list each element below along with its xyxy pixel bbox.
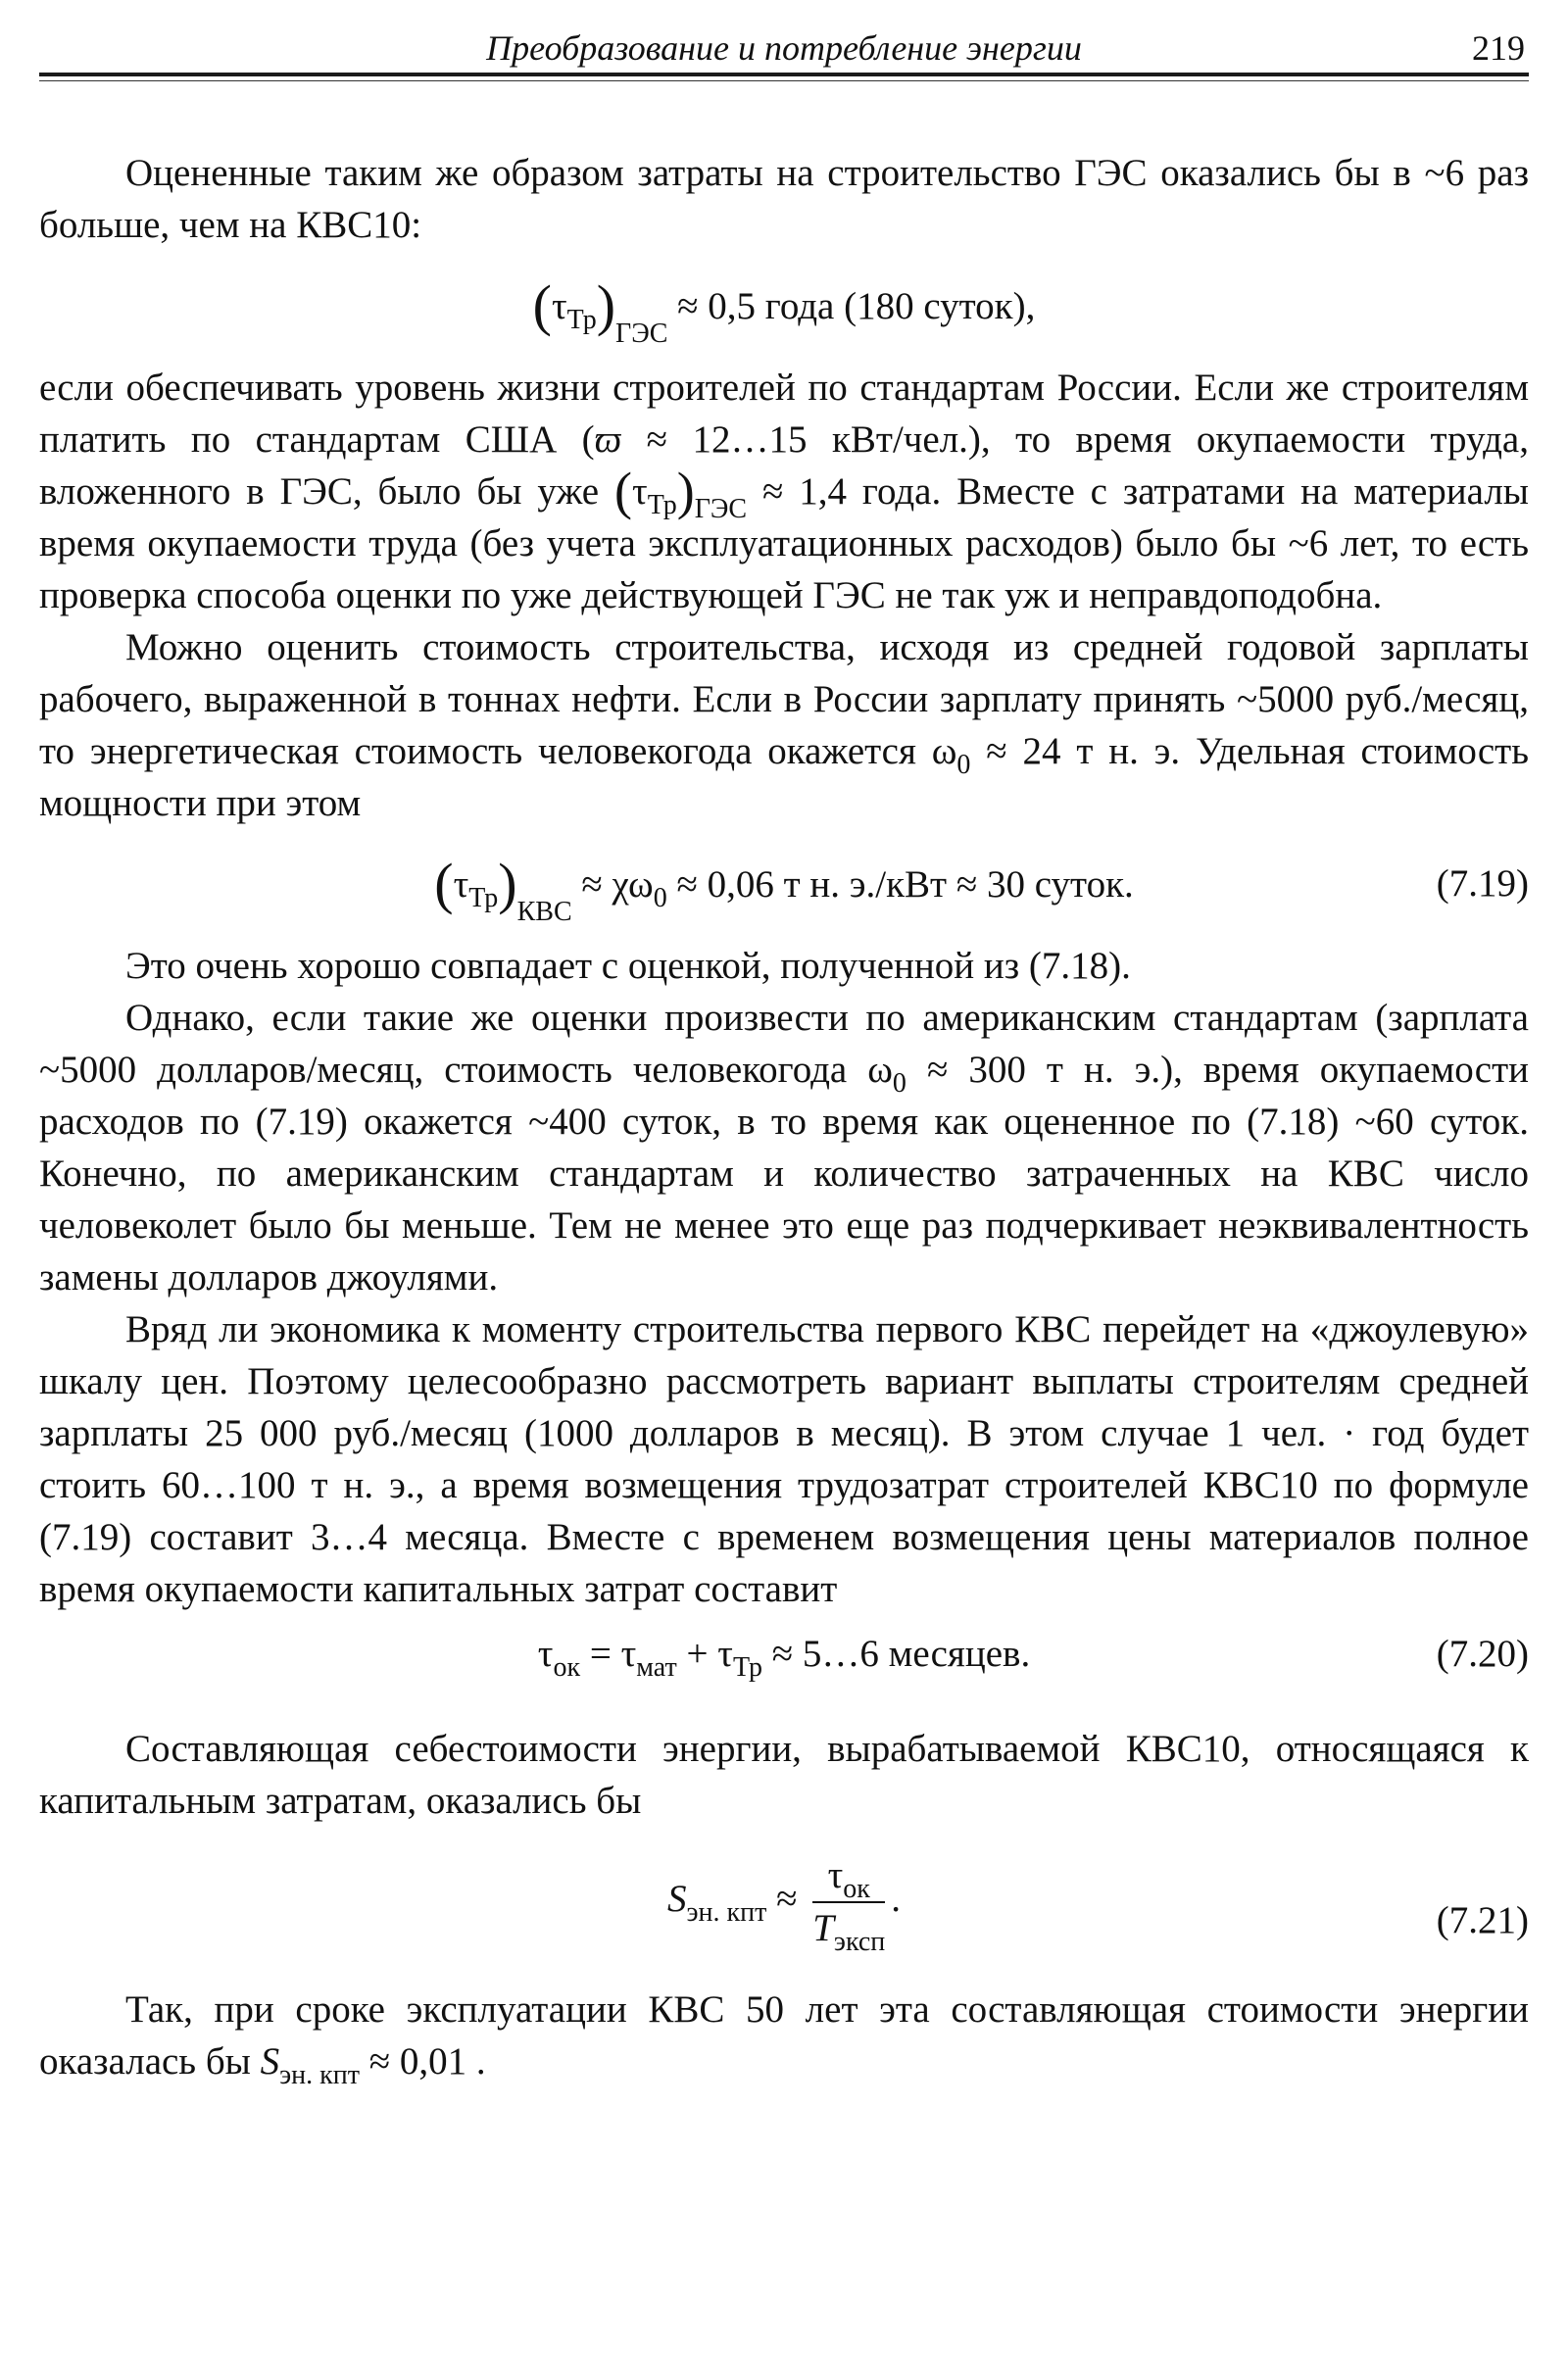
paragraph-4: Это очень хорошо совпадает с оценкой, полученной из (7.18). (125, 945, 1131, 987)
paragraph-8 (39, 1984, 1529, 2091)
paren-close: ) (596, 273, 616, 337)
equation-rhs: ≈ 0,5 года (180 суток), (677, 285, 1036, 327)
S-subscript: эн. кпт (686, 1897, 767, 1928)
denominator-T: T (812, 1907, 834, 1950)
tau-symbol: τ (551, 285, 567, 327)
subscript-mat: мат (636, 1652, 677, 1683)
plus-sign: + (676, 1633, 718, 1675)
p3-text-1: Можно оценить стоимость строительства, исходя из средней годовой зарплаты рабочего, выраженной в тоннах нефти. Если в России зарплату принять ~5000 руб./месяц, то энергетическая стоимость человекогода окажется (39, 626, 1529, 772)
fraction-denominator (812, 1903, 886, 1958)
paragraph-3 (39, 621, 1529, 829)
tau-symbol: τ (453, 863, 469, 906)
inline-paren-open: ( (614, 462, 632, 520)
S-symbol: S (666, 1878, 687, 1920)
equation-7-21 (39, 1848, 1529, 1958)
omega-subscript: 0 (653, 883, 667, 913)
tau-symbol: τ (537, 1633, 554, 1675)
p2-text-3: ≈ 1,4 года. Вместе с затратами на материалы время окупаемости труда (без учета эксплуатационных расходов) было бы ~6 лет, то есть проверка способа оценки по уже действующей ГЭС не так уж и неправдоподобна. (39, 470, 1529, 616)
numerator-subscript: ок (843, 1874, 870, 1905)
S-subscript: эн. кпт (279, 2060, 360, 2091)
equation-rhs: ≈ 5…6 месяцев. (761, 1633, 1031, 1675)
fraction (812, 1850, 886, 1958)
paren-open: ( (532, 273, 552, 337)
subscript-tr: Тр (468, 883, 499, 913)
fraction-numerator (812, 1850, 885, 1903)
p5-text-1: Однако, если такие же оценки произвести по американским стандартам (зарплата ~5000 долларов/месяц, стоимость человекогода (39, 997, 1529, 1091)
equation-7-19 (39, 852, 1529, 927)
p5-text-2: ≈ 300 т н. э.), время окупаемости расходов по (7.19) окажется ~400 суток, в то время как оцененное по (7.18) ~60 суток. Конечно, по американским стандартам и количество затраченных на КВС число человеколет было бы меньше. Тем не менее это еще раз подчеркивает неэквивалентность замены долларов джоулями. (39, 1049, 1529, 1299)
p2-text-2: ≈ 12…15 кВт/чел.), то время окупаемости труда, вложенного в ГЭС, было бы уже (39, 418, 1529, 513)
paragraph-2 (39, 362, 1529, 621)
paragraph-5 (39, 992, 1529, 1303)
p8-text-1: Так, при сроке эксплуатации КВС 50 лет эта составляющая стоимости энергии оказалась бы (39, 1988, 1529, 2083)
equation-ges-payback (39, 273, 1529, 349)
tau-symbol: τ (717, 1633, 733, 1675)
inline-tau: τ (632, 470, 648, 513)
S-symbol: S (260, 2040, 280, 2083)
p8-text-2: ≈ 0,01 . (359, 2040, 486, 2083)
paragraph-6: Вряд ли экономика к моменту строительства первого КВС перейдет на «джоулевую» шкалу цен. Поэтому целесообразно рассмотреть вариант выплаты строителям средней зарплаты 25 000 руб./месяц (1000 долларов в месяц). В этом случае 1 чел. · год будет стоить 60…100 т н. э., а время возмещения трудозатрат строителей КВС10 по формуле (7.19) составит 3…4 месяца. Вместе с временем возмещения цены материалов полное время окупаемости капитальных затрат составит (39, 1308, 1529, 1610)
omega-symbol: ω (931, 730, 957, 772)
equation-rhs-2: ≈ 0,06 т н. э./кВт ≈ 30 суток. (666, 863, 1134, 906)
omega-subscript: 0 (956, 750, 971, 780)
paren-close: ) (498, 852, 517, 915)
subscript-kvs: КВС (516, 897, 572, 927)
subscript-tr: Тр (732, 1652, 762, 1683)
equation-number: (7.20) (1436, 1633, 1529, 1675)
approx-sign: ≈ (766, 1878, 808, 1920)
equation-number: (7.19) (1436, 862, 1529, 905)
subscript-tr: Тр (566, 305, 597, 335)
paragraph-1: Оцененные таким же образом затраты на строительство ГЭС оказались бы в ~6 раз больше, чем на КВС10: (39, 152, 1529, 246)
inline-subscript-ges: ГЭС (694, 494, 748, 524)
inline-subscript-tr: Тр (647, 490, 677, 520)
equation-number: (7.21) (1436, 1899, 1529, 1941)
header-rule (39, 80, 1529, 81)
subscript-ok: ок (553, 1652, 581, 1683)
numerator-tau: τ (827, 1854, 844, 1897)
inline-paren-close: ) (676, 462, 695, 520)
paragraph-7: Составляющая себестоимости энергии, вырабатываемой КВС10, относящаяся к капитальным затратам, оказались бы (39, 1728, 1529, 1822)
tau-symbol: τ (620, 1633, 637, 1675)
paren-open: ( (434, 852, 454, 915)
denominator-subscript: эксп (833, 1927, 886, 1958)
page-number: 219 (1472, 28, 1525, 68)
equation-rhs-1: ≈ χω (571, 863, 654, 906)
omega-subscript: 0 (892, 1068, 906, 1099)
running-header (39, 24, 1529, 76)
p2-text-1: если обеспечивать уровень жизни строителей по стандартам России. Если же строителям платить по стандартам США ( (39, 367, 1529, 461)
omega-symbol: ω (867, 1049, 893, 1091)
period: . (891, 1878, 902, 1920)
subscript-ges: ГЭС (615, 319, 668, 349)
p3-text-2: ≈ 24 т н. э. Удельная стоимость мощности при этом (39, 730, 1529, 824)
running-title: Преобразование и потребление энергии (486, 28, 1082, 68)
varpi-symbol: ϖ (594, 418, 622, 461)
equation-7-20 (39, 1625, 1529, 1684)
equals-sign: = (580, 1633, 621, 1675)
